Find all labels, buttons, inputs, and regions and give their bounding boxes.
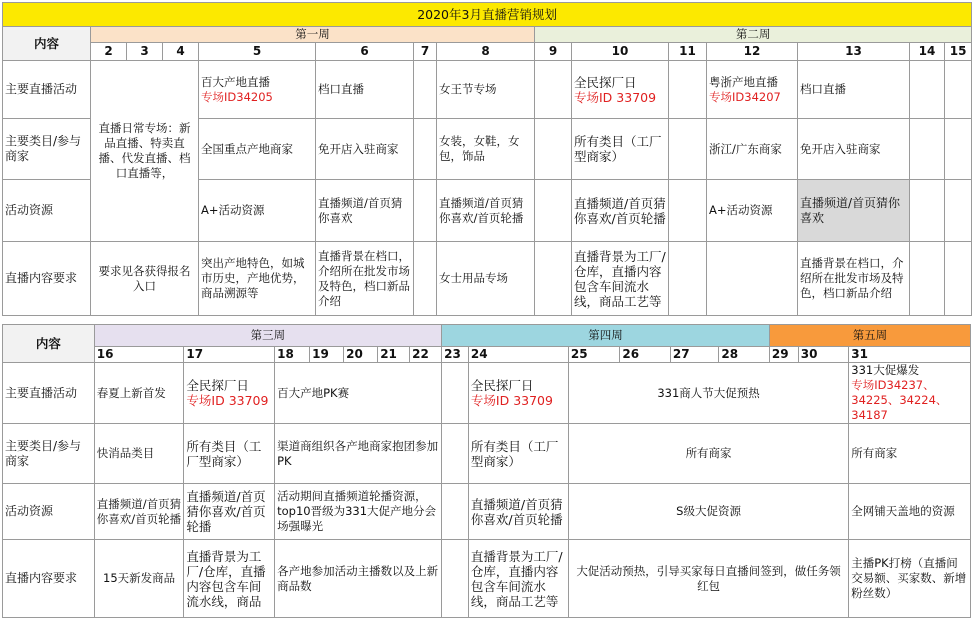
requirement-d25: 大促活动预热，引导买家每日直播间签到，做任务领红包	[568, 540, 848, 618]
resource-d5: A+活动资源	[199, 180, 316, 242]
empty-cell	[707, 242, 798, 316]
day-15: 15	[945, 43, 972, 61]
row-label-requirement-2: 直播内容要求	[3, 540, 95, 618]
daily-special-cell: 直播日常专场：新品直播、特卖直播、代发直播、档口直播等，	[91, 61, 199, 242]
resource-d31: 全网铺天盖地的资源	[849, 484, 971, 540]
day-25: 25	[568, 347, 620, 363]
requirement-d8: 女士用品专场	[437, 242, 535, 316]
week-2-header: 第二周	[535, 27, 972, 43]
category-d17: 所有类目（工厂型商家）	[184, 424, 275, 484]
day-26: 26	[620, 347, 671, 363]
row-label-resource-2: 活动资源	[3, 484, 95, 540]
resource-d12: A+活动资源	[707, 180, 798, 242]
day-31: 31	[849, 347, 971, 363]
day-24: 24	[468, 347, 568, 363]
content-header-2: 内容	[3, 325, 95, 363]
empty-cell	[945, 180, 972, 242]
requirement-d10: 直播背景为工厂/仓库，直播内容包含车间流水线，商品工艺等	[572, 242, 669, 316]
activity-d17	[184, 363, 275, 424]
empty-cell	[910, 61, 945, 119]
activity-d12	[707, 61, 798, 119]
day-11: 11	[669, 43, 707, 61]
week-4-header: 第四周	[442, 325, 770, 347]
category-d16: 快消品类目	[94, 424, 184, 484]
day-14: 14	[910, 43, 945, 61]
empty-cell	[414, 242, 437, 316]
resource-d8: 直播频道/首页猜你喜欢/首页轮播	[437, 180, 535, 242]
requirement-d18: 各产地参加活动主播数以及上新商品数	[275, 540, 442, 618]
empty-cell	[535, 61, 572, 119]
empty-cell	[535, 180, 572, 242]
day-3: 3	[127, 43, 163, 61]
empty-cell	[442, 540, 469, 618]
resource-d10: 直播频道/首页猜你喜欢/首页轮播	[572, 180, 669, 242]
requirement-d16: 15天新发商品	[94, 540, 184, 618]
week-5-header: 第五周	[769, 325, 970, 347]
day-17: 17	[184, 347, 275, 363]
day-30: 30	[798, 347, 849, 363]
activity-d18: 百大产地PK赛	[275, 363, 442, 424]
day-29: 29	[769, 347, 798, 363]
plan-table-top	[2, 2, 972, 316]
resource-d17: 直播频道/首页猜你喜欢/首页轮播	[184, 484, 275, 540]
day-20: 20	[344, 347, 378, 363]
category-d25: 所有商家	[568, 424, 848, 484]
resource-d25: S级大促资源	[568, 484, 848, 540]
page-title: 2020年3月直播营销规划	[3, 3, 972, 27]
requirement-d31: 主播PK打榜（直播间交易额、买家数、新增粉丝数）	[849, 540, 971, 618]
week-3-header: 第三周	[94, 325, 441, 347]
content-header: 内容	[3, 27, 91, 61]
day-2: 2	[91, 43, 127, 61]
day-16: 16	[94, 347, 184, 363]
day-13: 13	[798, 43, 910, 61]
activity-d24-id: 专场ID 33709	[470, 393, 553, 408]
activity-d12-title: 粤浙产地直播	[709, 74, 778, 89]
activity-d5	[199, 61, 316, 119]
activity-d24	[468, 363, 568, 424]
plan-table-bottom	[2, 324, 971, 618]
day-19: 19	[310, 347, 344, 363]
activity-d16: 春夏上新首发	[94, 363, 184, 424]
category-d24: 所有类目（工厂型商家）	[468, 424, 568, 484]
category-d8: 女装，女鞋，女包，饰品	[437, 119, 535, 180]
day-27: 27	[670, 347, 718, 363]
empty-cell	[669, 242, 707, 316]
signup-cell: 要求见各获得报名入口	[91, 242, 199, 316]
resource-d6: 直播频道/首页猜你喜欢	[316, 180, 414, 242]
row-label-category: 主要类目/参与商家	[3, 119, 91, 180]
requirement-d17: 直播背景为工厂/仓库，直播内容包含车间流水线，商品	[184, 540, 275, 618]
day-12: 12	[707, 43, 798, 61]
resource-d18: 活动期间直播频道轮播资源，top10晋级为331大促产地分会场强曝光	[275, 484, 442, 540]
day-9: 9	[535, 43, 572, 61]
activity-d31-id: 专场ID34237、34225、34224、34187	[851, 378, 948, 422]
row-label-category-2: 主要类目/参与商家	[3, 424, 95, 484]
day-23: 23	[442, 347, 469, 363]
day-4: 4	[163, 43, 199, 61]
requirement-d5: 突出产地特色，如城市历史，产地优势，商品溯源等	[199, 242, 316, 316]
category-d6: 免开店入驻商家	[316, 119, 414, 180]
activity-d17-id: 专场ID 33709	[186, 393, 269, 408]
row-label-activity-2: 主要直播活动	[3, 363, 95, 424]
day-28: 28	[719, 347, 770, 363]
activity-d6: 档口直播	[316, 61, 414, 119]
week-1-header: 第一周	[91, 27, 535, 43]
empty-cell	[442, 484, 469, 540]
day-21: 21	[378, 347, 410, 363]
category-d5: 全国重点产地商家	[199, 119, 316, 180]
activity-d10-id: 专场ID 33709	[574, 89, 657, 105]
empty-cell	[669, 119, 707, 180]
category-d18: 渠道商组织各产地商家抱团参加PK	[275, 424, 442, 484]
activity-d10-title: 全民探厂日	[574, 74, 637, 90]
requirement-d13: 直播背景在档口，介绍所在批发市场及特色，档口新品介绍	[798, 242, 910, 316]
empty-cell	[945, 119, 972, 180]
category-d13: 免开店入驻商家	[798, 119, 910, 180]
empty-cell	[945, 242, 972, 316]
day-10: 10	[572, 43, 669, 61]
empty-cell	[414, 61, 437, 119]
resource-d16: 直播频道/首页猜你喜欢/首页轮播	[94, 484, 184, 540]
activity-d10	[572, 61, 669, 119]
row-label-resource: 活动资源	[3, 180, 91, 242]
row-label-requirement: 直播内容要求	[3, 242, 91, 316]
day-5: 5	[199, 43, 316, 61]
activity-d5-title: 百大产地直播	[201, 74, 270, 89]
activity-d24-title: 全民探厂日	[470, 378, 534, 393]
category-d12: 浙江/广东商家	[707, 119, 798, 180]
empty-cell	[945, 61, 972, 119]
activity-d31-title: 331大促爆发	[851, 363, 920, 377]
empty-cell	[669, 180, 707, 242]
activity-d8: 女王节专场	[437, 61, 535, 119]
day-6: 6	[316, 43, 414, 61]
day-18: 18	[275, 347, 310, 363]
empty-cell	[535, 242, 572, 316]
activity-d31	[849, 363, 971, 424]
resource-d24: 直播频道/首页猜你喜欢/首页轮播	[468, 484, 568, 540]
activity-d25: 331商人节大促预热	[568, 363, 848, 424]
empty-cell	[910, 242, 945, 316]
category-d31: 所有商家	[849, 424, 971, 484]
activity-d13: 档口直播	[798, 61, 910, 119]
empty-cell	[535, 119, 572, 180]
activity-d5-id: 专场ID34205	[201, 89, 273, 104]
category-d10: 所有类目（工厂型商家）	[572, 119, 669, 180]
requirement-d6: 直播背景在档口，介绍所在批发市场及特色，档口新品介绍	[316, 242, 414, 316]
empty-cell	[414, 180, 437, 242]
empty-cell	[414, 119, 437, 180]
day-22: 22	[410, 347, 442, 363]
resource-d13: 直播频道/首页猜你喜欢	[798, 180, 910, 242]
requirement-d24: 直播背景为工厂/仓库，直播内容包含车间流水线，商品工艺等	[468, 540, 568, 618]
day-7: 7	[414, 43, 437, 61]
empty-cell	[910, 180, 945, 242]
activity-d12-id: 专场ID34207	[709, 89, 781, 104]
empty-cell	[669, 61, 707, 119]
empty-cell	[442, 363, 469, 424]
day-8: 8	[437, 43, 535, 61]
empty-cell	[442, 424, 469, 484]
row-label-activity: 主要直播活动	[3, 61, 91, 119]
activity-d17-title: 全民探厂日	[186, 378, 249, 393]
empty-cell	[910, 119, 945, 180]
